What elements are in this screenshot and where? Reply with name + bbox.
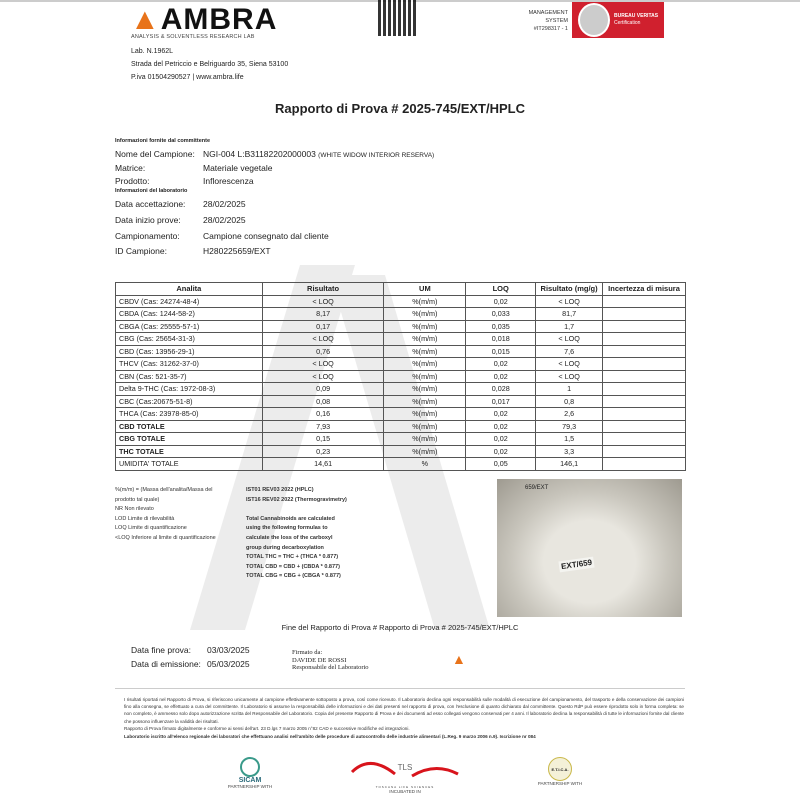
table-cell (603, 395, 686, 408)
info-value: H280225659/EXT (203, 246, 271, 256)
table-row (116, 308, 686, 321)
table-cell: 146,1 (536, 458, 603, 471)
date-value: 03/03/2025 (207, 645, 250, 655)
table-cell: 0,017 (466, 395, 536, 408)
results-table (115, 282, 686, 471)
signature-block (292, 649, 369, 672)
signer-role: Responsabile del Laboratorio (292, 664, 369, 671)
table-cell: 1 (536, 383, 603, 396)
vat-website: P.iva 01504290527 | www.ambra.life (131, 74, 244, 81)
photo-label: 659/EXT (525, 485, 549, 491)
table-cell: 0,02 (466, 445, 536, 458)
lab-number: Lab. N.1962L (131, 48, 174, 55)
table-cell (603, 308, 686, 321)
table-cell: Delta 9-THC (Cas: 1972-08-3) (116, 383, 263, 396)
partner-caption: PARTNERSHIP WITH (537, 781, 583, 786)
table-row (116, 320, 686, 333)
date-label: Data di emissione: (131, 659, 201, 669)
table-cell: %(m/m) (384, 295, 466, 308)
info-label: Matrice: (115, 163, 146, 173)
table-cell: CBD (Cas: 13956-29-1) (116, 345, 263, 358)
table-cell: < LOQ (536, 333, 603, 346)
info-label: Nome del Campione: (115, 149, 195, 159)
table-cell: 3,3 (536, 445, 603, 458)
column-header: Risultato (262, 283, 384, 296)
partner-caption: INCUBATED IN (389, 789, 421, 794)
table-cell: %(m/m) (384, 345, 466, 358)
column-header: Incertezza di misura (603, 283, 686, 296)
table-row (116, 358, 686, 371)
table-cell (603, 383, 686, 396)
table-cell: < LOQ (262, 295, 384, 308)
methods-notes (246, 486, 347, 582)
management-system (500, 9, 568, 33)
info-value: Inflorescenza (203, 176, 254, 186)
mgmt-line: #IT298317 - 1 (533, 26, 568, 32)
note-line: Total Cannabinoids are calculated (246, 515, 335, 522)
table-cell: 0,15 (262, 433, 384, 446)
table-cell: 7,93 (262, 420, 384, 433)
table-cell (603, 408, 686, 421)
table-cell: 0,02 (466, 420, 536, 433)
table-cell: %(m/m) (384, 370, 466, 383)
end-of-report: Fine del Rapporto di Prova # Rapporto di Prova # 2025-745/EXT/HPLC (281, 623, 519, 632)
table-cell (603, 370, 686, 383)
table-cell: CBDV (Cas: 24274-48-4) (116, 295, 263, 308)
table-cell: CBD TOTALE (116, 420, 263, 433)
table-cell: THCV (Cas: 31262-37-0) (116, 358, 263, 371)
partner-sicam (225, 757, 275, 789)
sample-photo (497, 479, 682, 617)
seal-icon (578, 3, 610, 37)
table-cell: CBG TOTALE (116, 433, 263, 446)
cert-sub: Certification (614, 20, 641, 26)
table-cell: 81,7 (536, 308, 603, 321)
column-header: UM (384, 283, 466, 296)
info-value: 28/02/2025 (203, 199, 246, 209)
note-line: prodotto tal quale) (115, 496, 160, 503)
info-label: Data accettazione: (115, 199, 186, 209)
table-cell: %(m/m) (384, 420, 466, 433)
date-label: Data fine prova: (131, 645, 192, 655)
table-cell: %(m/m) (384, 308, 466, 321)
tls-swoosh-icon (350, 758, 460, 780)
partner-name: SICAM (238, 777, 262, 784)
table-cell: 0,8 (536, 395, 603, 408)
column-header: LOQ (466, 283, 536, 296)
mgmt-line: SYSTEM (545, 18, 568, 24)
table-cell: 0,23 (262, 445, 384, 458)
table-cell: < LOQ (536, 358, 603, 371)
table-row (116, 458, 686, 471)
table-cell (603, 320, 686, 333)
table-cell: 0,02 (466, 358, 536, 371)
table-cell: %(m/m) (384, 433, 466, 446)
table-cell (603, 420, 686, 433)
table-row (116, 370, 686, 383)
table-cell: UMIDITA' TOTALE (116, 458, 263, 471)
partner-name: E.T.I.C.A. (548, 757, 572, 781)
qr-code (378, 0, 416, 36)
table-cell (603, 458, 686, 471)
table-cell: 0,015 (466, 345, 536, 358)
info-value: 28/02/2025 (203, 215, 246, 225)
note-line: %(m/m) = (Massa dell'analita/Massa del (115, 487, 213, 493)
table-cell (603, 358, 686, 371)
column-header: Analita (116, 283, 263, 296)
partner-sub: TOSCANA LIFE SCIENCES (375, 785, 435, 789)
partner-caption: PARTNERSHIP WITH (227, 784, 273, 789)
table-cell: 1,7 (536, 320, 603, 333)
note-line: calculate the loss of the carboxyl (246, 534, 333, 541)
mgmt-line: MANAGEMENT (528, 10, 568, 16)
table-row (116, 408, 686, 421)
sicam-icon (240, 757, 260, 777)
table-cell: CBC (Cas:20675-51-8) (116, 395, 263, 408)
note-line: IST16 REV02 2022 (Thermogravimetry) (246, 496, 347, 503)
table-cell: %(m/m) (384, 358, 466, 371)
table-cell: 0,08 (262, 395, 384, 408)
table-cell: %(m/m) (384, 320, 466, 333)
partner-name: TLS (397, 763, 413, 772)
table-cell: 0,09 (262, 383, 384, 396)
partner-tls (350, 758, 460, 794)
table-cell: 0,17 (262, 320, 384, 333)
table-cell: 0,028 (466, 383, 536, 396)
table-cell: 1,5 (536, 433, 603, 446)
table-cell: CBDA (Cas: 1244-58-2) (116, 308, 263, 321)
ambra-logo: ▲AMBRA (130, 3, 278, 36)
info-label: ID Campione: (115, 246, 167, 256)
photo-tag: EXT/659 (558, 557, 594, 573)
note-line: TOTAL THC = THC + (THCA * 0.877) (246, 554, 339, 561)
table-row (116, 345, 686, 358)
registry-note: Laboratorio iscritto all'elenco regionale dei laboratori che effettuano analisi nell'ambito delle procedure di autocontrollo delle industrie alimentari (L.Reg. 9 marzo 2006 n.9). Iscrizione nr 084 (124, 734, 536, 740)
table-cell: THC TOTALE (116, 445, 263, 458)
table-cell (603, 333, 686, 346)
table-cell: %(m/m) (384, 333, 466, 346)
note-line: TOTAL CBD = CBD + (CBDA * 0.877) (246, 563, 340, 570)
client-section-heading: Informazioni fornite dal committente (115, 138, 211, 144)
signature-logo-icon: ▲ (452, 651, 466, 667)
info-label: Data inizio prove: (115, 215, 181, 225)
table-cell: < LOQ (536, 370, 603, 383)
legend-notes (115, 486, 216, 544)
table-cell (603, 445, 686, 458)
table-cell: 0,76 (262, 345, 384, 358)
table-cell (603, 433, 686, 446)
table-row (116, 445, 686, 458)
note-line: LOQ Limite di quantificazione (115, 525, 187, 532)
address: Strada del Petriccio e Belriguardo 35, Siena 53100 (131, 61, 289, 68)
table-row (116, 333, 686, 346)
table-cell: 0,02 (466, 408, 536, 421)
table-cell: %(m/m) (384, 395, 466, 408)
info-label: Campionamento: (115, 231, 180, 241)
table-cell: %(m/m) (384, 445, 466, 458)
table-row (116, 395, 686, 408)
column-header: Risultato (mg/g) (536, 283, 603, 296)
table-cell: 0,035 (466, 320, 536, 333)
table-cell: 79,3 (536, 420, 603, 433)
info-value: Campione consegnato dal cliente (203, 231, 329, 241)
sample-extra: (WHITE WIDOW INTERIOR RESERVA) (318, 152, 435, 159)
signed-by-label: Firmato da: (292, 649, 323, 656)
note-line: IST01 REV03 2022 (HPLC) (246, 487, 314, 493)
note-line: NR Non rilevato (115, 506, 154, 513)
table-cell: 0,05 (466, 458, 536, 471)
table-cell: 14,61 (262, 458, 384, 471)
table-cell: 0,16 (262, 408, 384, 421)
table-cell: 0,02 (466, 295, 536, 308)
table-cell: %(m/m) (384, 408, 466, 421)
note-line: <LOQ Inferiore al limite di quantificazione (115, 534, 216, 541)
lab-section-heading: Informazioni del laboratorio (115, 188, 188, 194)
info-label: Prodotto: (115, 176, 150, 186)
note-line (246, 505, 347, 515)
table-cell: 0,018 (466, 333, 536, 346)
table-row (116, 420, 686, 433)
note-line: using the following formulas to (246, 525, 328, 532)
date-value: 05/03/2025 (207, 659, 250, 669)
table-cell: < LOQ (262, 333, 384, 346)
table-cell: 0,02 (466, 370, 536, 383)
table-cell: < LOQ (262, 370, 384, 383)
note-line: group during decarboxylation (246, 544, 324, 551)
table-cell: < LOQ (536, 295, 603, 308)
table-cell: %(m/m) (384, 383, 466, 396)
table-cell (603, 345, 686, 358)
lab-address (131, 45, 288, 84)
sample-name: NGI-004 L:B31182202000003 (203, 149, 316, 159)
bureau-veritas-logo (572, 2, 664, 38)
partner-etica (530, 757, 590, 786)
info-value (203, 149, 434, 159)
table-cell: THCA (Cas: 23978-85-0) (116, 408, 263, 421)
divider (115, 688, 685, 689)
disclaimer (124, 696, 684, 740)
table-cell: CBN (Cas: 521-35-7) (116, 370, 263, 383)
table-cell: 7,6 (536, 345, 603, 358)
table-row (116, 433, 686, 446)
table-row (116, 383, 686, 396)
table-cell: 0,033 (466, 308, 536, 321)
cert-name: BUREAU VERITAS (614, 13, 659, 19)
note-line: LOD Limite di rilevabilità (115, 515, 175, 522)
note-line: TOTAL CBG = CBG + (CBGA * 0.877) (246, 573, 341, 580)
table-cell (603, 295, 686, 308)
table-cell: 0,02 (466, 433, 536, 446)
digital-signature-note: Rapporto di Prova firmato digitalmente e conforme ai sensi dell'art. 23 D.lgs 7 marzo 2005 n°82 CAD e successive modifiche ed integrazioni. (124, 725, 410, 731)
table-cell: < LOQ (262, 358, 384, 371)
table-row (116, 295, 686, 308)
table-cell: 8,17 (262, 308, 384, 321)
table-cell: CBG (Cas: 25654-31-3) (116, 333, 263, 346)
table-cell: 2,6 (536, 408, 603, 421)
disclaimer-text: I risultati riportati nel Rapporto di Prova, si riferiscono unicamente al campione effettivamente sottoposto a prova, così come ricevuto. Il Laboratorio declina ogni responsabilità sulle modalità di esecuzione del campionamento, del trasporto e della conservazione dei campioni fino alla consegna, se effettuato a cura del committente. Il Laboratorio si assume la responsabilità delle informazioni e dei dati presenti nel rapporto di prova, con l'esclusione di quanto dichiarato dal committente. Questo RdP può essere riprodotto solo in forma completa: se non completo, è ammesso solo dopo autorizzazione scritta del Responsabile del Laboratorio. Copia del presente Rapporto di Prova e dei documenti ad esso collegati vengono conservati per 4 anni. Il laboratorio declina la responsabilità di tutte le informazioni fornite dal cliente che possono influenzare la validità dei risultati. (124, 697, 684, 724)
table-cell: CBGA (Cas: 25555-57-1) (116, 320, 263, 333)
signer-name: DAVIDE DE ROSSI (292, 656, 347, 664)
info-value: Materiale vegetale (203, 163, 273, 173)
report-title: Rapporto di Prova # 2025-745/EXT/HPLC (275, 101, 525, 116)
logo-subtitle: ANALYSIS & SOLVENTLESS RESEARCH LAB (131, 34, 255, 40)
table-cell: % (384, 458, 466, 471)
